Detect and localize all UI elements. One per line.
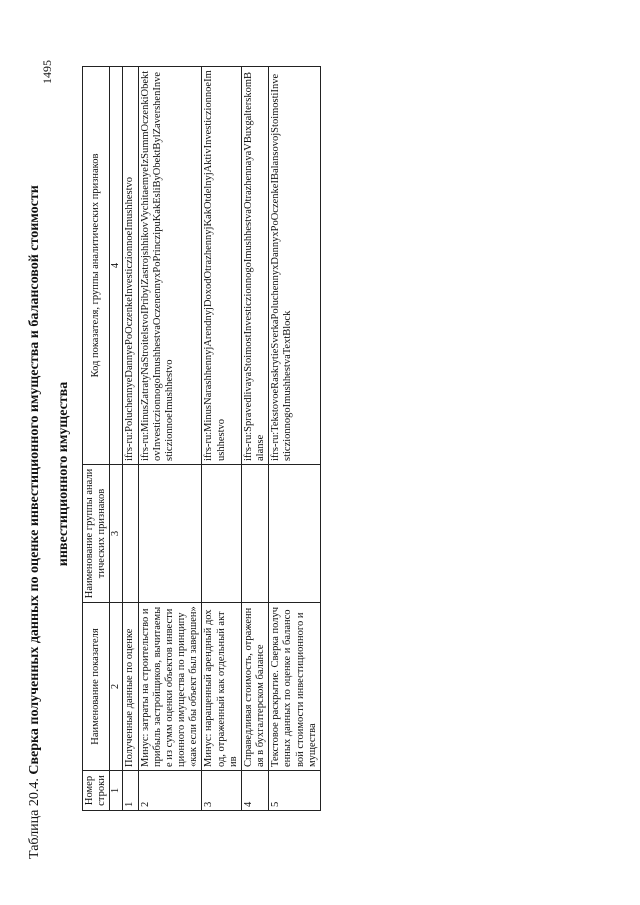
group-name xyxy=(138,465,202,603)
reconciliation-table xyxy=(82,66,321,811)
table-caption xyxy=(20,89,78,859)
indicator-name: Минус: затраты на строительство и прибыль застройщиков, вычитаемые из сумм оценки объектов инвестиционного имущества по принципу «как если бы объект был завершен» xyxy=(138,603,202,771)
table-header-row xyxy=(83,67,110,811)
column-number-row xyxy=(110,67,123,811)
indicator-code: ifrs-ru:PoluchennyeDannyePoOczenkeInvesticzionnoeImushhestvo xyxy=(123,67,138,465)
row-number: 4 xyxy=(241,771,268,811)
column-number: 2 xyxy=(110,603,123,771)
indicator-name: Минус: наращенный арендный доход, отраженный как отдельный актив xyxy=(202,603,242,771)
header-indicator-code: Код показателя, группы аналитических признаков xyxy=(83,67,110,465)
page-number: 1495 xyxy=(40,60,54,84)
caption-title: Сверка полученных данных по оценке инвестиционного имущества и балансовой стоимости xyxy=(27,185,42,775)
header-indicator-name: Наименование показателя xyxy=(83,603,110,771)
header-group-name: Наименование группы аналитических признаков xyxy=(83,465,110,603)
indicator-name: Справедливая стоимость, отраженная в бухгалтерском балансе xyxy=(241,603,268,771)
caption-label: Таблица 20.4. xyxy=(27,778,42,859)
indicator-name: Полученные данные по оценке xyxy=(123,603,138,771)
indicator-code: ifrs-ru:SpravedlivayaStoimostInvesticzionnogoImushhestvaOtrazhennayaVBuxgalterskomBalanse xyxy=(241,67,268,465)
table-row xyxy=(241,67,268,811)
row-number: 2 xyxy=(138,771,202,811)
column-number: 4 xyxy=(110,67,123,465)
row-number: 3 xyxy=(202,771,242,811)
group-name xyxy=(123,465,138,603)
header-row-number: Номер строки xyxy=(83,771,110,811)
group-name xyxy=(269,465,321,603)
table-row xyxy=(202,67,242,811)
column-number: 3 xyxy=(110,465,123,603)
table-row xyxy=(138,67,202,811)
column-number: 1 xyxy=(110,771,123,811)
row-number: 5 xyxy=(269,771,321,811)
caption-title-continuation: инвестиционного имущества xyxy=(56,381,71,567)
indicator-code: ifrs-ru:MinusZatratyNaStroitelstvoIPribylZastrojshhikovVychitaemyeIzSummOczenkiObektovInvesticzionnogoImushhestvaOczenennyxPoPrinczipuKakEsliByObektBylZavershenInvesticzionnoeImushhestvo xyxy=(138,67,202,465)
indicator-code: ifrs-ru:MinusNarashhennyjArendnyjDoxodOtrazhennyjKakOtdelnyjAktivInvesticzionnoeImushhestvo xyxy=(202,67,242,465)
row-number: 1 xyxy=(123,771,138,811)
indicator-code: ifrs-ru:TekstovoeRaskrytieSverkaPoluchennyxDannyxPoOczenkeIBalansovojStoimostiInvesticzionnogoImushhestvaTextBlock xyxy=(269,67,321,465)
group-name xyxy=(202,465,242,603)
indicator-name: Текстовое раскрытие. Сверка полученных данных по оценке и балансовой стоимости инвестиционного имущества xyxy=(269,603,321,771)
table-row xyxy=(269,67,321,811)
group-name xyxy=(241,465,268,603)
table-row xyxy=(123,67,138,811)
